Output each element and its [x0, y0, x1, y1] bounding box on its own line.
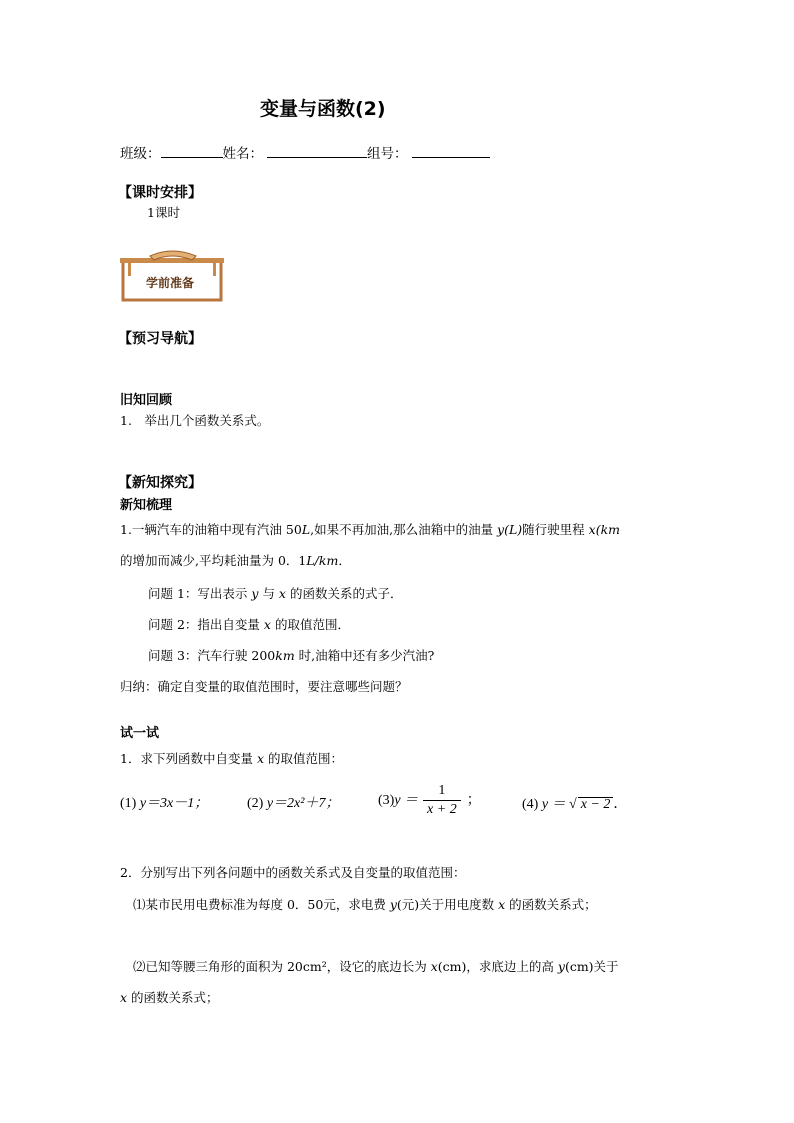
practice-item-2-1: ⑴某市民用电费标准为每度 0．50元，求电费 y(元)关于用电度数 x 的函数关系式； — [133, 897, 597, 912]
practice-item-2-2-cont: x 的函数关系式； — [120, 990, 219, 1005]
formula-4: (4) y ＝ √ x − 2 ． — [522, 797, 628, 812]
formula-1: (1) y＝3x－1； — [120, 796, 209, 811]
fraction: $\frac{1}{x + 2}$ — [423, 784, 461, 817]
explore-heading: 【新知探究】 — [118, 475, 202, 491]
practice-item-2: 2．分别写出下列各问题中的函数关系式及自变量的取值范围： — [120, 865, 466, 880]
review-heading: 旧知回顾 — [120, 393, 173, 408]
practice-item-1: 1．求下列函数中自变量 x 的取值范围： — [120, 751, 343, 766]
class-blank[interactable] — [161, 145, 223, 158]
sqrt-icon: √ — [569, 797, 577, 812]
preview-heading: 【预习导航】 — [118, 331, 202, 347]
schedule-heading: 【课时安排】 — [118, 185, 202, 201]
class-label: 班级： — [120, 146, 161, 162]
review-item-1: 1. 举出几个函数关系式。 — [120, 413, 270, 428]
explore-paragraph-1: 1.一辆汽车的油箱中现有汽油 50L,如果不再加油,那么油箱中的油量 y(L)随行驶里程 x(km — [120, 522, 621, 537]
practice-heading: 试一试 — [120, 726, 160, 741]
question-3: 问题 3：汽车行驶 200km 时,油箱中还有多少汽油? — [148, 648, 435, 663]
group-label: 组号： — [367, 146, 408, 162]
schedule-value: 1课时 — [147, 205, 180, 220]
name-blank[interactable] — [267, 145, 367, 158]
prestudy-banner — [120, 250, 224, 302]
summary-line: 归纳：确定自变量的取值范围时，要注意哪些问题？ — [120, 679, 408, 694]
formula-2: (2) y＝2x²＋7； — [247, 796, 340, 811]
question-1: 问题 1：写出表示 y 与 x 的函数关系的式子． — [148, 586, 403, 601]
explore-paragraph-2: 的增加而减少,平均耗油量为 0．1L/km． — [120, 553, 351, 568]
question-2: 问题 2：指出自变量 x 的取值范围． — [148, 617, 350, 632]
group-blank[interactable] — [412, 145, 490, 158]
name-label: 姓名： — [222, 146, 263, 162]
practice-item-2-2: ⑵已知等腰三角形的面积为 20cm²，设它的底边长为 x(cm)，求底边上的高 y(cm)关于 — [133, 959, 619, 974]
explore-subheading: 新知梳理 — [120, 498, 173, 513]
page-title: 变量与函数(2) — [260, 98, 386, 120]
formula-3: (3) y ＝ $\frac{1}{x + 2}$ ； — [378, 783, 481, 817]
banner-label: 学前准备 — [146, 276, 195, 290]
student-info-line — [120, 145, 490, 162]
